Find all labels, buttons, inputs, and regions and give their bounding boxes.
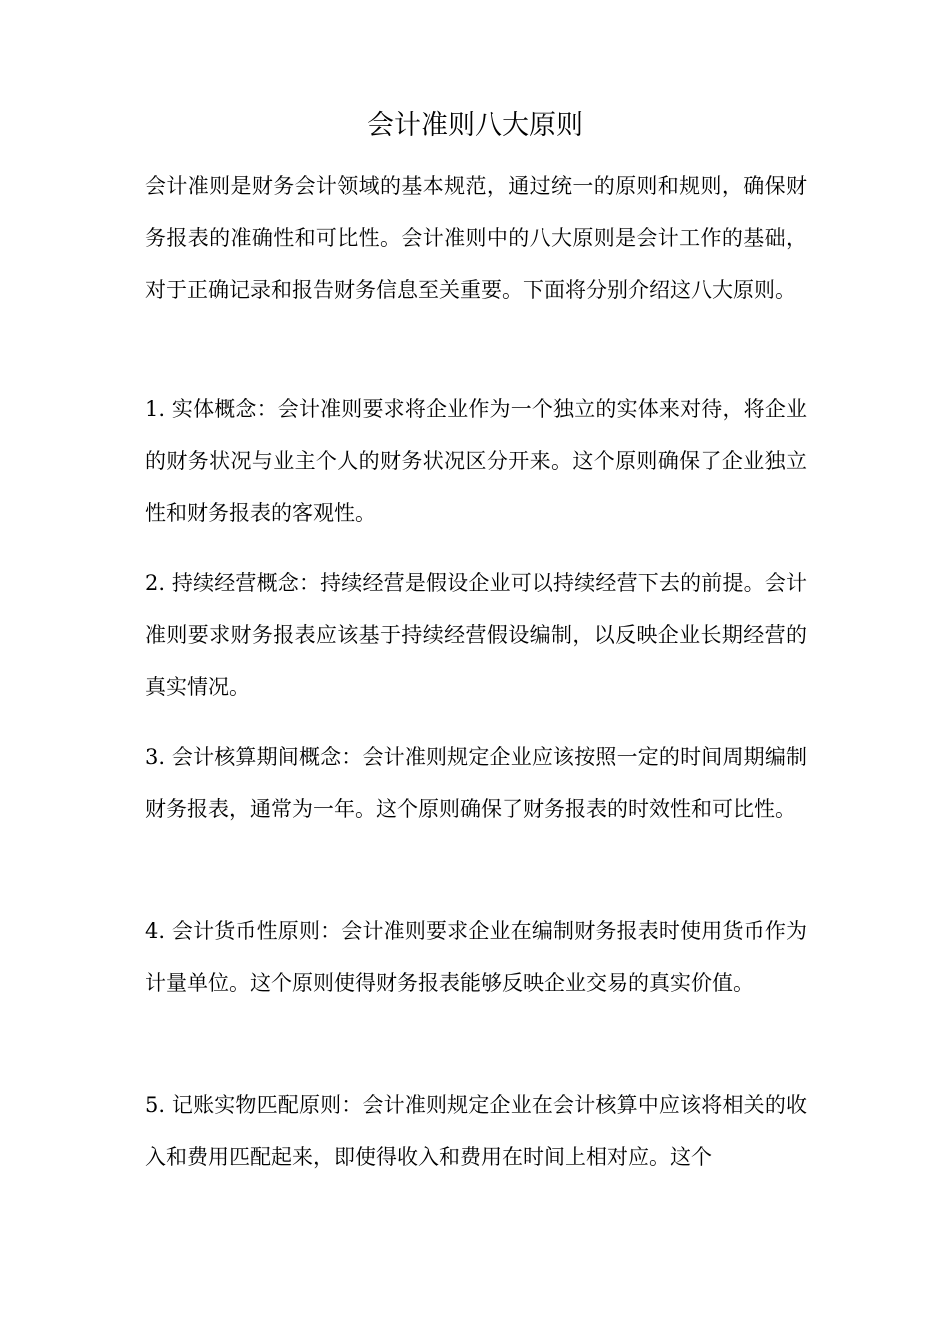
principle-paragraph-5: 5. 记账实物匹配原则：会计准则规定企业在会计核算中应该将相关的收入和费用匹配起来，即使得收入和费用在时间上相对应。这个 xyxy=(145,1093,807,1169)
principle-paragraph-4: 4. 会计货币性原则：会计准则要求企业在编制财务报表时使用货币作为计量单位。这个原则使得财务报表能够反映企业交易的真实价值。 xyxy=(145,919,807,995)
document-title: 会计准则八大原则 xyxy=(367,110,583,141)
principle-paragraph-1: 1. 实体概念：会计准则要求将企业作为一个独立的实体来对待，将企业的财务状况与业主个人的财务状况区分开来。这个原则确保了企业独立性和财务报表的客观性。 xyxy=(145,397,807,525)
intro-paragraph: 会计准则是财务会计领域的基本规范，通过统一的原则和规则，确保财务报表的准确性和可比性。会计准则中的八大原则是会计工作的基础，对于正确记录和报告财务信息至关重要。下面将分别介绍这八大原则。 xyxy=(145,174,807,302)
principle-paragraph-3: 3. 会计核算期间概念：会计准则规定企业应该按照一定的时间周期编制财务报表，通常为一年。这个原则确保了财务报表的时效性和可比性。 xyxy=(145,745,807,821)
principle-paragraph-2: 2. 持续经营概念：持续经营是假设企业可以持续经营下去的前提。会计准则要求财务报表应该基于持续经营假设编制，以反映企业长期经营的真实情况。 xyxy=(145,571,807,699)
